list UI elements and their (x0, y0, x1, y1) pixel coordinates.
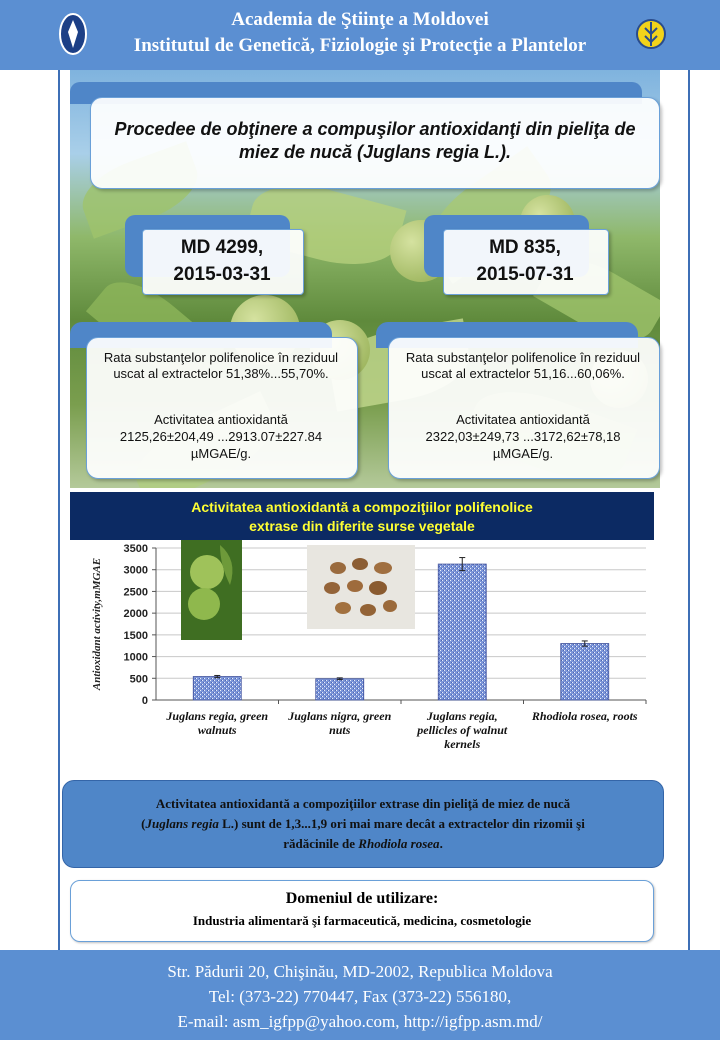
patent-1-number: MD 4299, (180, 237, 264, 258)
y-tick-label: 2000 (123, 608, 148, 621)
info-1-activity-value: 2125,26±204,49 ...2913.07±227.84 (119, 429, 323, 444)
y-tick-label: 1500 (123, 629, 148, 642)
info-1-activity-label: Activitatea antioxidantă (154, 412, 288, 427)
y-tick-label: 3000 (123, 564, 148, 577)
info-2-rate: Rata substanţelor polifenolice în reziduul uscat al extractelor 51,16...60,06%. (405, 350, 641, 381)
header-title-academy: Academia de Ştiinţe a Moldovei (231, 9, 489, 30)
green-walnuts-photo (181, 540, 242, 640)
poster-title: Procedee de obţinere a compuşilor antioxidanţi din pieliţa de miez de nucă (Juglans regia L.). (114, 119, 636, 162)
x-category-label: kernels (444, 737, 481, 751)
info-2-activity-value: 2322,03±249,73 ...3172,62±78,18 (425, 429, 621, 444)
conclusion-line2: L.) sunt de 1,3...1,9 ori mai mare decât a extractelor din rizomii şi (218, 816, 585, 831)
usage-domain-heading: Domeniul de utilizare: (285, 890, 439, 907)
right-border-line (688, 0, 690, 1040)
x-category-label: pellicles of walnut (417, 723, 508, 737)
conclusion-species-2: Rhodiola rosea (358, 836, 440, 851)
footer-phone: Tel: (373-22) 770447, Fax (373-22) 556180, (208, 987, 512, 1006)
x-category-label: walnuts (197, 723, 237, 737)
x-category-label: Rhodiola rosea, roots (531, 709, 638, 723)
patent-1-date: 2015-03-31 (173, 264, 271, 285)
conclusion-box (62, 780, 664, 868)
info-2-unit: µMGAE/g. (492, 446, 554, 461)
bar-1 (316, 679, 364, 700)
header-title-institute: Institutul de Genetică, Fiziologie şi Protecţie a Plantelor (133, 35, 587, 56)
y-tick-label: 0 (141, 695, 148, 707)
institute-logo-icon (636, 14, 666, 54)
usage-domain-text: Industria alimentară şi farmaceutică, medicina, cosmetologie (192, 913, 532, 928)
x-category-label: Juglans regia, (426, 709, 498, 723)
footer-bar (0, 950, 720, 1040)
chart-title-banner (70, 492, 654, 540)
footer-email[interactable]: E-mail: asm_igfpp@yahoo.com, http://igfpp.asm.md/ (177, 1012, 543, 1031)
bar-3 (561, 644, 609, 700)
antioxidant-bar-chart (70, 540, 660, 765)
y-tick-label: 3500 (123, 543, 148, 555)
chart-title-line2: extrase din diferite surse vegetale (249, 518, 475, 534)
x-category-label: Juglans nigra, green (288, 709, 392, 723)
bar-2 (438, 564, 486, 700)
header-bar (0, 0, 720, 70)
left-border-line (58, 0, 60, 1040)
bar-0 (193, 677, 241, 700)
usage-domain-box (70, 880, 654, 942)
conclusion-paren: ( (141, 816, 146, 831)
y-axis-label: Antioxidant activity,mMGAE (91, 557, 103, 691)
y-tick-label: 1000 (123, 651, 148, 664)
walnut-kernels-photo (307, 545, 415, 629)
patent-2-date: 2015-07-31 (476, 264, 574, 285)
conclusion-line3-start: rădăcinile de (283, 836, 359, 851)
chart-title-line1: Activitatea antioxidantă a compoziţiilor polifenolice (191, 499, 533, 515)
conclusion-species-1: Juglans regia (145, 816, 219, 831)
info-2-activity-label: Activitatea antioxidantă (456, 412, 590, 427)
conclusion-text (93, 794, 633, 854)
conclusion-line1: Activitatea antioxidantă a compoziţiilor extrase din pieliţă de miez de nucă (155, 796, 571, 811)
conclusion-line3-end: . (439, 836, 443, 851)
y-tick-label: 2500 (123, 586, 148, 599)
info-1-rate: Rata substanţelor polifenolice în reziduul uscat al extractelor 51,38%...55,70%. (103, 350, 339, 381)
patent-2-number: MD 835, (489, 237, 561, 258)
x-category-label: nuts (329, 723, 351, 737)
y-tick-label: 500 (129, 673, 148, 686)
info-1-unit: µMGAE/g. (190, 446, 252, 461)
footer-address: Str. Pădurii 20, Chişinău, MD-2002, Republica Moldova (167, 962, 553, 981)
x-category-label: Juglans regia, green (166, 709, 269, 723)
